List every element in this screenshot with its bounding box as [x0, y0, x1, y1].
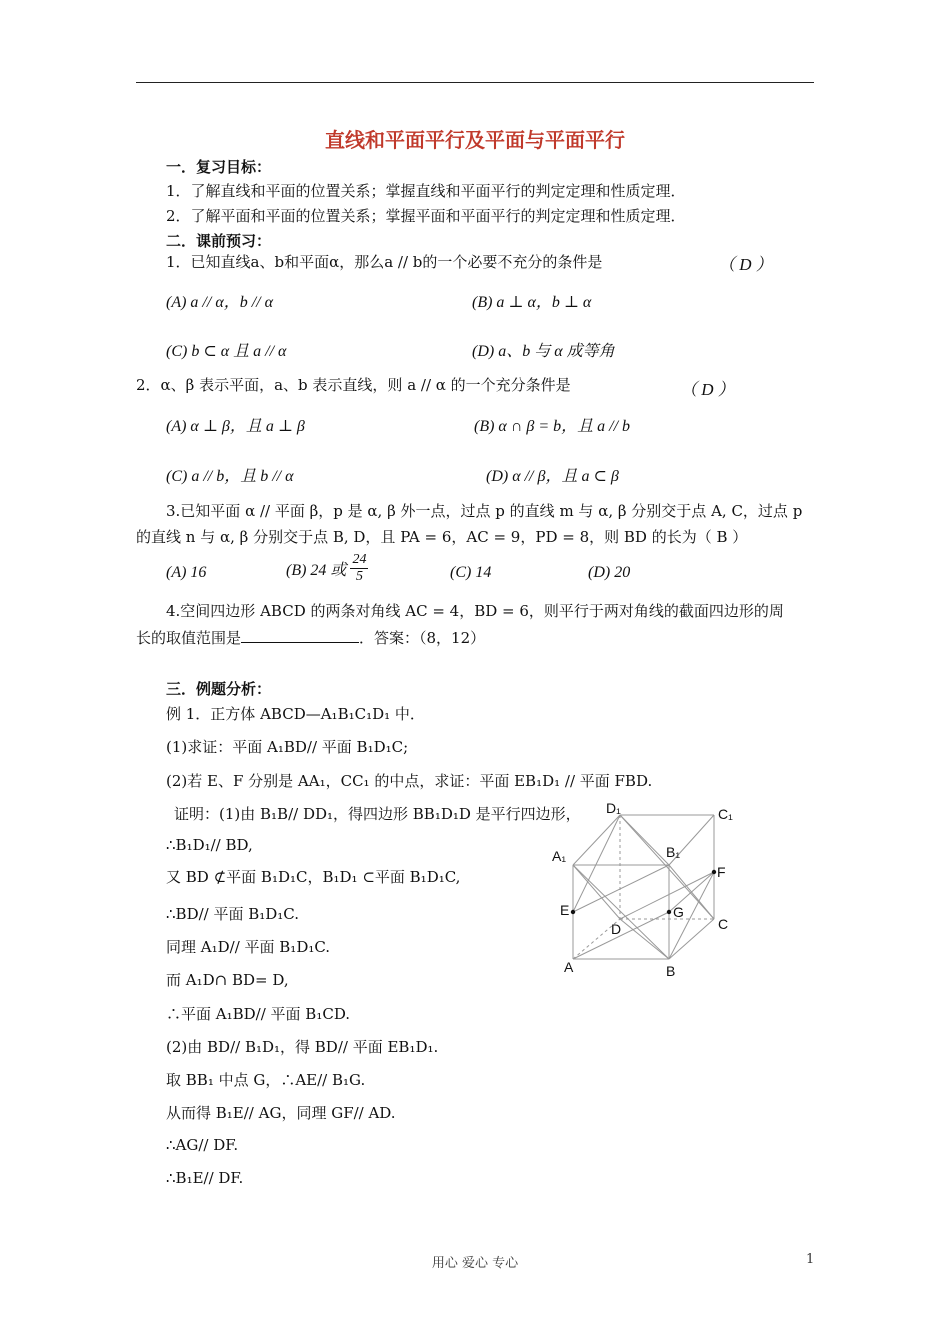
- ex-line: 又 BD ⊄平面 B₁D₁C，B₁D₁ ⊂平面 B₁D₁C,: [166, 868, 461, 886]
- q2-option-d: (D) α // β，且 a ⊂ β: [486, 468, 619, 485]
- label-c1: C₁: [718, 806, 733, 822]
- q1-option-d: (D) a、b 与 α 成等角: [472, 343, 615, 360]
- label-b: B: [666, 963, 676, 979]
- ex-line: 同理 A₁D// 平面 B₁D₁C.: [166, 938, 331, 956]
- cube-figure: [540, 795, 760, 985]
- goal-2: 2．了解平面和平面的位置关系；掌握平面和平面平行的判定定理和性质定理．: [166, 207, 686, 225]
- ex-line: ∴B₁E// DF.: [166, 1169, 244, 1187]
- ex-line: ∴B₁D₁// BD,: [166, 836, 253, 854]
- q3-line-1: 3.已知平面 α // 平面 β，p 是 α, β 外一点，过点 p 的直线 m 与 α, β 分别交于点 A, C，过点 p: [166, 502, 803, 520]
- q4-line-2-b: ．答案：（8，12）: [359, 629, 486, 647]
- q2-option-a: (A) α ⊥ β，且 a ⊥ β: [166, 418, 305, 435]
- ex-line: ∴AG// DF.: [166, 1136, 239, 1154]
- ex-line: ∴平面 A₁BD// 平面 B₁CD.: [166, 1005, 351, 1023]
- footer-text: 用心 爱心 专心: [431, 1256, 519, 1271]
- ex-line: 取 BB₁ 中点 G，∴AE// B₁G.: [166, 1071, 366, 1089]
- point-g: [667, 910, 671, 914]
- q3-option-a: (A) 16: [166, 564, 207, 581]
- q1-option-a: (A) a // α，b // α: [166, 294, 274, 311]
- section-3-heading: 三．例题分析：: [166, 680, 272, 698]
- label-a1: A₁: [552, 848, 567, 864]
- q2-option-b: (B) α ∩ β = b，且 a // b: [474, 418, 631, 435]
- goal-1: 1．了解直线和平面的位置关系；掌握直线和平面平行的判定定理和性质定理．: [166, 182, 686, 200]
- q4-line-1: 4.空间四边形 ABCD 的两条对角线 AC = 4，BD = 6，则平行于两对角线的截面四边形的周: [166, 602, 784, 620]
- q4-answer-blank: [241, 628, 359, 643]
- q2-option-c: (C) a // b，且 b // α: [166, 468, 294, 485]
- ex-line: 例 1．正方体 ABCD—A₁B₁C₁D₁ 中．: [166, 705, 425, 723]
- ex-line: (2)由 BD// B₁D₁，得 BD// 平面 EB₁D₁.: [166, 1038, 439, 1056]
- q4-line-2: [136, 627, 485, 648]
- q2-text: 2．α、β 表示平面，a、b 表示直线，则 a // α 的一个充分条件是: [136, 376, 571, 394]
- section-1-heading: 一．复习目标：: [166, 158, 272, 176]
- ex-line: 证明：(1)由 B₁B// DD₁，得四边形 BB₁D₁D 是平行四边形，: [174, 805, 581, 823]
- point-f: [712, 870, 716, 874]
- q3-fraction-num: 24: [352, 552, 367, 567]
- q2-answer: （ D ）: [680, 380, 735, 399]
- q1-answer: （ D ）: [718, 255, 773, 274]
- label-b1: B₁: [666, 844, 681, 860]
- label-d1: D₁: [606, 800, 621, 816]
- label-a: A: [564, 959, 574, 975]
- q3-fraction-den: 5: [355, 569, 363, 584]
- q3-fraction: [350, 552, 368, 585]
- ex-line: 而 A₁D∩ BD= D,: [166, 971, 289, 989]
- label-d: D: [611, 921, 622, 937]
- q1-text: 1．已知直线a、b和平面α，那么a // b的一个必要不充分的条件是: [166, 253, 603, 271]
- ex-line: 从而得 B₁E// AG，同理 GF// AD.: [166, 1104, 396, 1122]
- q3-option-d: (D) 20: [588, 564, 631, 581]
- page-title: 直线和平面平行及平面与平面平行: [325, 128, 625, 152]
- q1-option-b: (B) a ⊥ α，b ⊥ α: [472, 294, 592, 311]
- q3-line-2: 的直线 n 与 α, β 分别交于点 B, D，且 PA = 6，AC = 9，PD = 8，则 BD 的长为（ B ）: [136, 528, 748, 546]
- q3-option-c: (C) 14: [450, 564, 492, 581]
- point-e: [571, 910, 575, 914]
- ex-line: ∴BD// 平面 B₁D₁C.: [166, 905, 300, 923]
- ex-line: (1)求证：平面 A₁BD// 平面 B₁D₁C;: [166, 738, 409, 756]
- top-rule: [136, 82, 814, 83]
- label-f: F: [717, 864, 726, 880]
- label-g: G: [673, 904, 684, 920]
- ex-line: (2)若 E、F 分别是 AA₁，CC₁ 的中点，求证：平面 EB₁D₁ // 平面 FBD.: [166, 772, 653, 790]
- page-number: 1: [806, 1252, 815, 1267]
- q3-option-b-prefix: (B) 24 或: [286, 562, 347, 579]
- label-c: C: [718, 916, 729, 932]
- q3-option-b: [286, 552, 368, 585]
- q4-line-2-a: 长的取值范围是: [136, 629, 242, 647]
- q1-option-c: (C) b ⊂ α 且 a // α: [166, 343, 287, 360]
- label-e: E: [560, 902, 570, 918]
- section-2-heading: 二．课前预习：: [166, 232, 272, 250]
